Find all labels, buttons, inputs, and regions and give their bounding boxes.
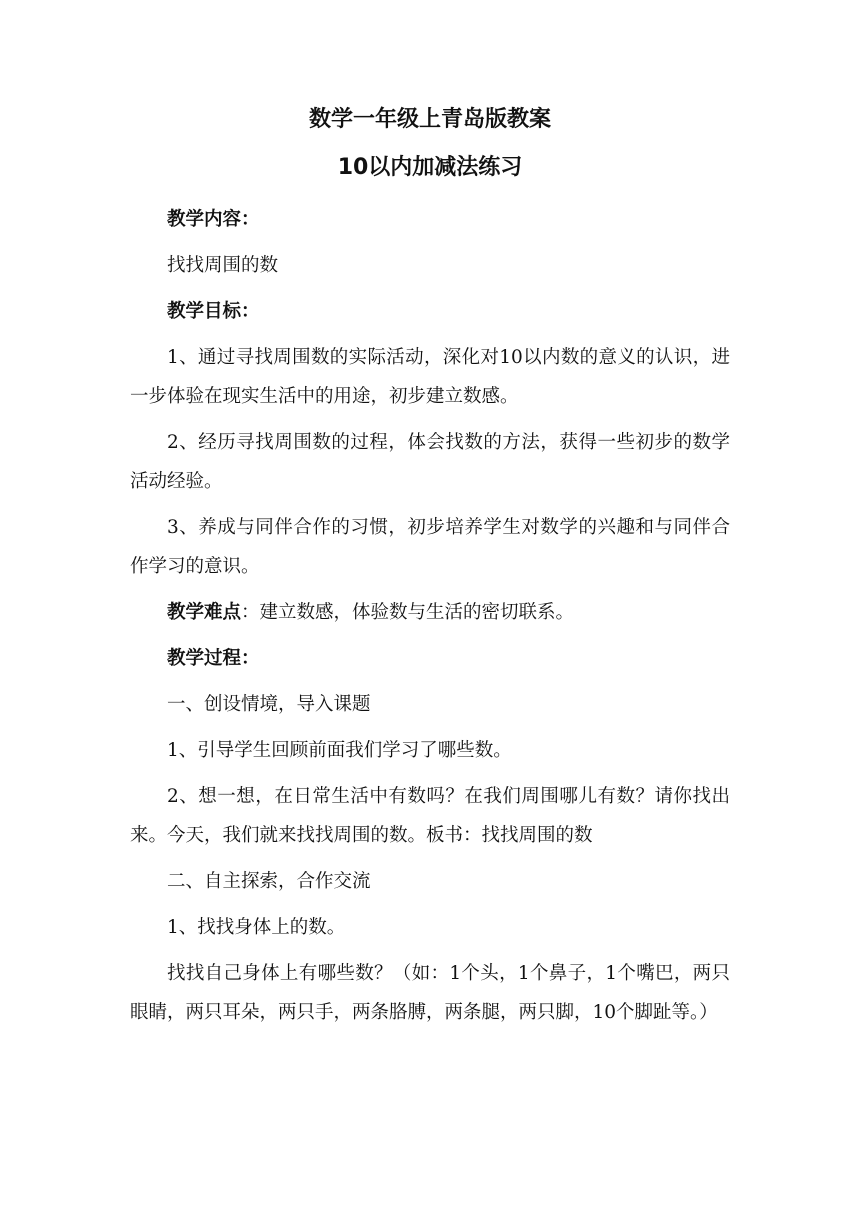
difficulty-paragraph xyxy=(130,593,730,632)
goals-heading: 教学目标： xyxy=(167,301,260,322)
document-body xyxy=(130,200,730,1032)
part-1-item-2: 2、想一想，在日常生活中有数吗？在我们周围哪儿有数？请你找出来。今天，我们就来找找周围的数。板书：找找周围的数 xyxy=(130,786,730,846)
difficulty-text: ：建立数感，体验数与生活的密切联系。 xyxy=(241,602,575,623)
difficulty-heading: 教学难点 xyxy=(167,602,242,623)
content-text: 找找周围的数 xyxy=(167,255,279,276)
part-2-item-1-text: 找找自己身体上有哪些数？（如：1个头，1个鼻子，1个嘴巴，两只眼睛，两只耳朵，两只手，两条胳膊，两条腿，两只脚，10个脚趾等。） xyxy=(130,963,730,1023)
document-subtitle: 10以内加减法练习 xyxy=(337,155,523,180)
part-1-item-1: 1、引导学生回顾前面我们学习了哪些数。 xyxy=(167,740,512,761)
document-title: 数学一年级上青岛版教案 xyxy=(308,107,551,132)
content-heading: 教学内容： xyxy=(167,209,260,230)
goal-3: 3、养成与同伴合作的习惯，初步培养学生对数学的兴趣和与同伴合作学习的意识。 xyxy=(130,517,730,577)
goal-1: 1、通过寻找周围数的实际活动，深化对10以内数的意义的认识，进一步体验在现实生活中的用途，初步建立数感。 xyxy=(130,347,730,407)
goal-2: 2、经历寻找周围数的过程，体会找数的方法，获得一些初步的数学活动经验。 xyxy=(130,432,730,492)
process-heading: 教学过程： xyxy=(167,648,260,669)
part-2-heading: 二、自主探索，合作交流 xyxy=(167,871,371,892)
part-2-item-1: 1、找找身体上的数。 xyxy=(167,917,346,938)
part-1-heading: 一、创设情境，导入课题 xyxy=(167,694,371,715)
